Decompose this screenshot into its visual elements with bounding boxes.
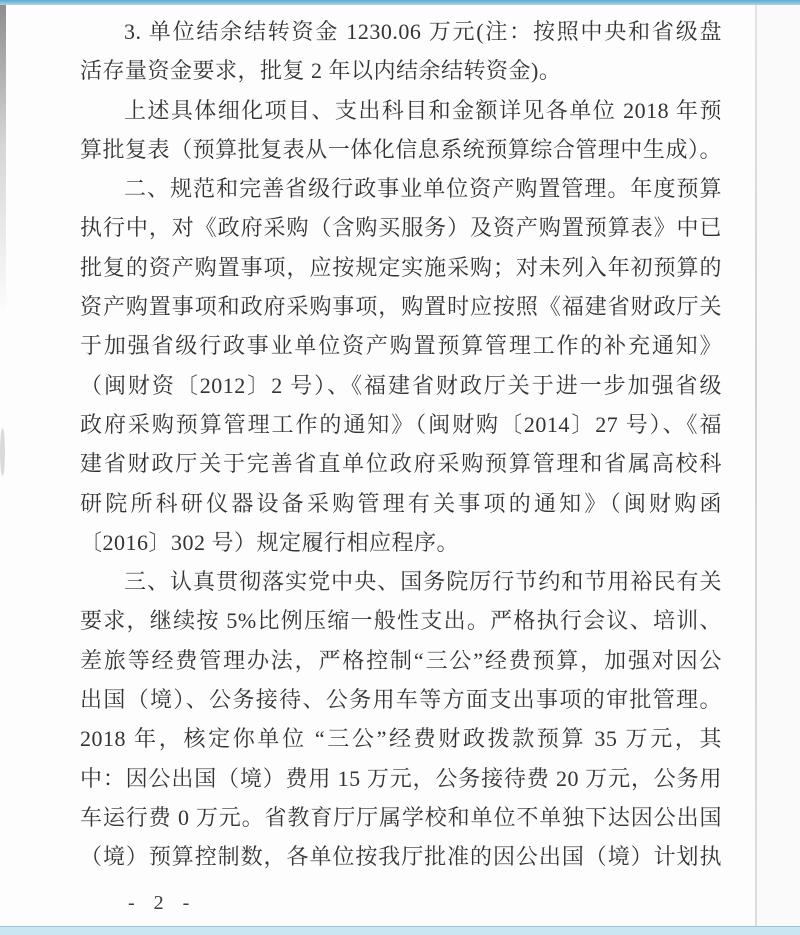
text-line: 执行中，对《政府采购（含购买服务）及资产购置预算表》中已 [80, 215, 722, 241]
text-line: 三、认真贯彻落实党中央、国务院厉行节约和节用裕民有关 [124, 569, 722, 595]
text-line: 上述具体细化项目、支出科目和金额详见各单位 2018 年预 [124, 97, 722, 123]
text-line: 中：因公出国（境）费用 15 万元，公务接待费 20 万元，公务用 [80, 765, 722, 791]
text-line: 3. 单位结余结转资金 1230.06 万元(注：按照中央和省级盘 [124, 19, 722, 44]
page-number: - 2 - [128, 892, 197, 914]
text-line: 政府采购预算管理工作的通知》（闽财购〔2014〕27 号）、《福 [80, 411, 722, 437]
text-line: （境）预算控制数，各单位按我厅批准的因公出国（境）计划执 [80, 844, 722, 870]
text-line: 2018 年，核定你单位 “三公”经费财政拨款预算 35 万元，其 [80, 726, 722, 752]
scan-margin-right [756, 0, 800, 935]
text-line: 活存量资金要求，批复 2 年以内结余结转资金)。 [80, 58, 562, 84]
paper-edge-line [755, 5, 757, 926]
text-line: 车运行费 0 万元。省教育厅厅属学校和单位不单独下达因公出国 [80, 804, 722, 830]
text-line: 二、规范和完善省级行政事业单位资产购置管理。年度预算 [124, 176, 722, 202]
paper-edge-shadow [0, 5, 6, 315]
text-line: 差旅等经费管理办法，严格控制“三公”经费预算，加强对因公 [80, 647, 723, 673]
text-line: 资产购置事项和政府采购事项，购置时应按照《福建省财政厅关 [80, 294, 722, 320]
text-line: 算批复表（预算批复表从一体化信息系统预算综合管理中生成）。 [80, 136, 722, 162]
scanner-strip-top [0, 0, 800, 5]
text-line: 建省财政厅关于完善省直单位政府采购预算管理和省属高校科 [80, 451, 722, 477]
text-line: （闽财资〔2012〕2 号）、《福建省财政厅关于进一步加强省级 [80, 372, 722, 398]
scanner-strip-bottom [0, 926, 800, 935]
text-line: 要求，继续按 5%比例压缩一般性支出。严格执行会议、培训、 [80, 608, 722, 634]
scan-smudge [0, 428, 5, 476]
text-line: 〔2016〕302 号）规定履行相应程序。 [80, 529, 460, 555]
text-line: 于加强省级行政事业单位资产购置预算管理工作的补充通知》 [80, 333, 722, 359]
text-line: 批复的资产购置事项，应按规定实施采购；对未列入年初预算的 [80, 254, 722, 280]
text-line: 研院所科研仪器设备采购管理有关事项的通知》（闽财购函 [80, 490, 722, 516]
text-line: 出国（境）、公务接待、公务用车等方面支出事项的审批管理。 [80, 687, 722, 713]
document-body-text [80, 12, 722, 877]
